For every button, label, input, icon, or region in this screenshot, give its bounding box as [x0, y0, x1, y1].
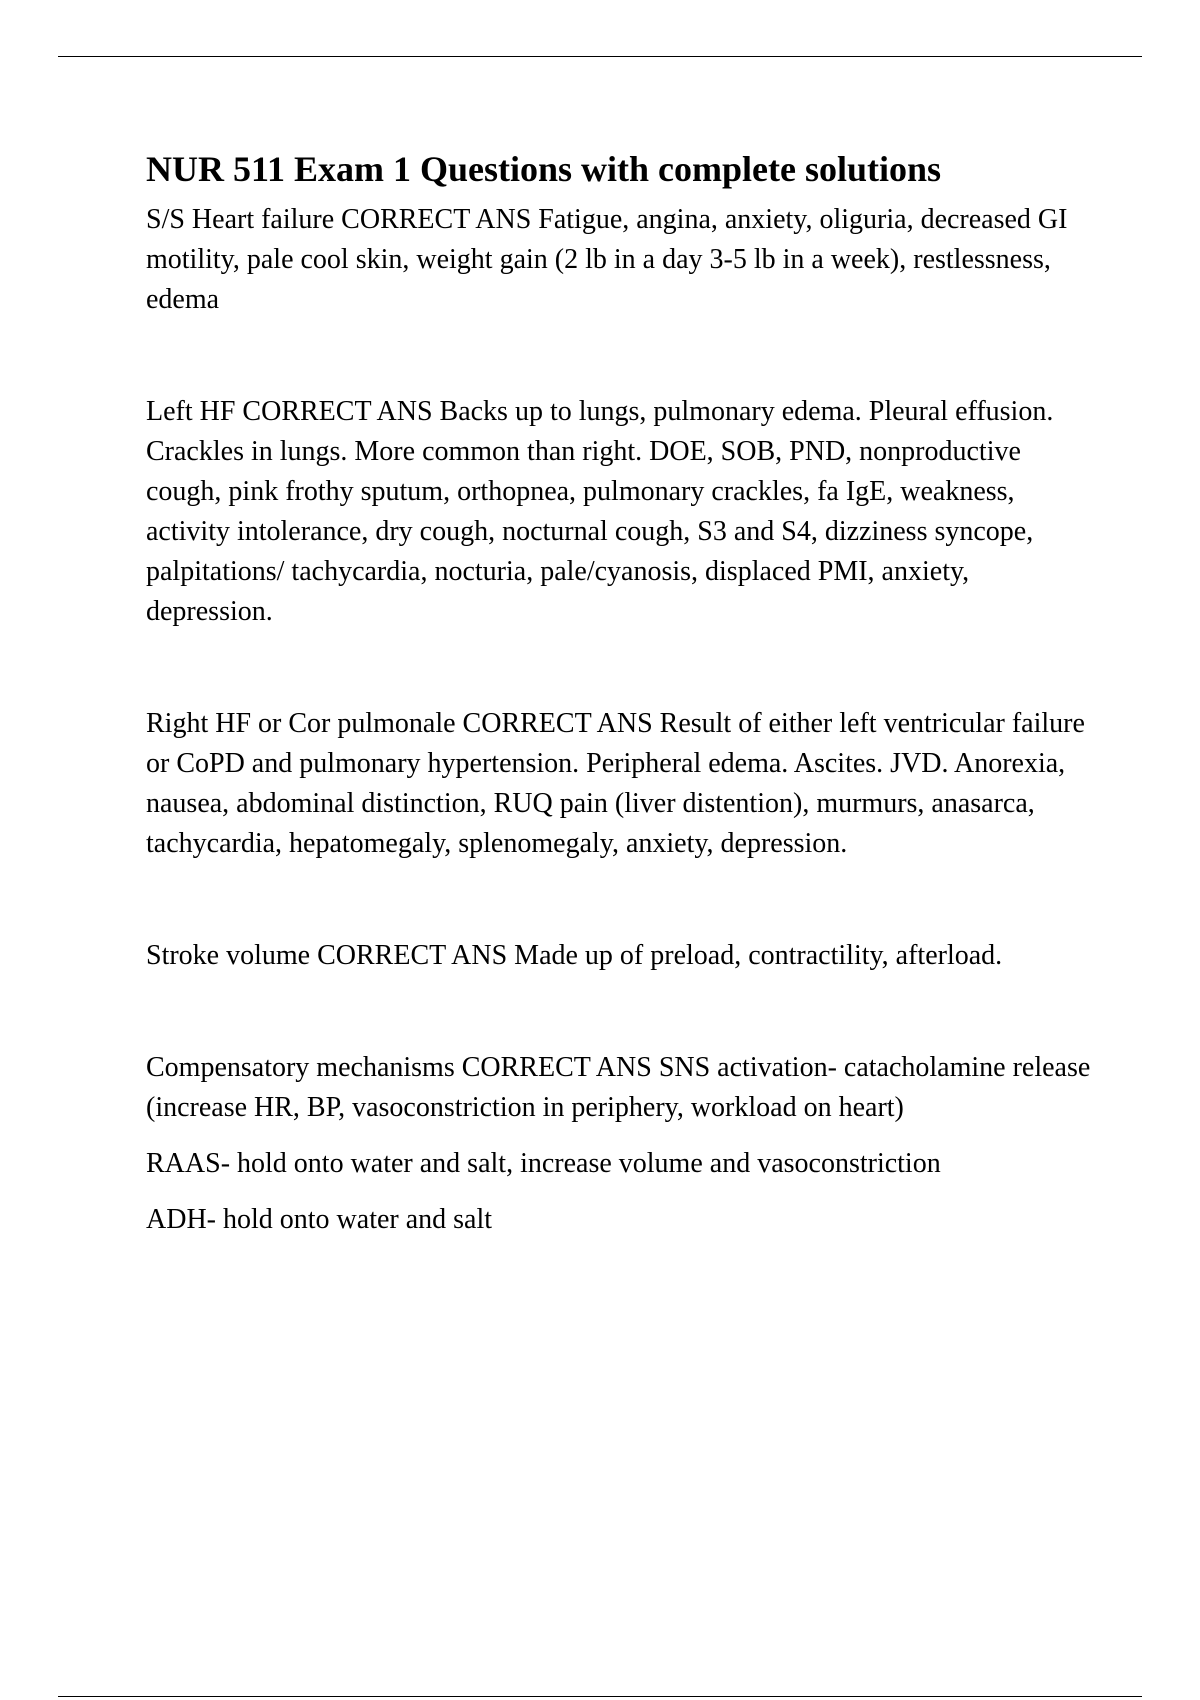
footer-rule	[58, 1696, 1142, 1697]
header-rule	[58, 56, 1142, 57]
qa-entry-right-hf	[146, 704, 1096, 864]
qa-continuation-raas: RAAS- hold onto water and salt, increase volume and vasoconstriction	[146, 1148, 941, 1179]
qa-entry-text: S/S Heart failure CORRECT ANS Fatigue, angina, anxiety, oliguria, decreased GI motility, pale cool skin, weight gain (2 lb in a day 3-5 lb in a week), restlessness, edema	[146, 204, 1068, 315]
qa-continuation-adh: ADH- hold onto water and salt	[146, 1204, 493, 1235]
qa-entry-compensatory	[146, 1048, 1096, 1240]
document-body	[146, 146, 1096, 1240]
qa-entry-left-hf	[146, 392, 1096, 632]
document-title: NUR 511 Exam 1 Questions with complete solutions	[146, 149, 942, 189]
qa-entry-text: Left HF CORRECT ANS Backs up to lungs, pulmonary edema. Pleural effusion. Crackles in lungs. More common than right. DOE, SOB, PND, nonproductive cough, pink frothy sputum, orthopnea, pulmonary crackles, fa IgE, weakness, activity intolerance, dry cough, nocturnal cough, S3 and S4, dizziness syncope, palpitations/ tachycardia, nocturia, pale/cyanosis, displaced PMI, anxiety, depression.	[146, 396, 1054, 627]
qa-entry-text: Stroke volume CORRECT ANS Made up of preload, contractility, afterload.	[146, 940, 1003, 971]
qa-entry-stroke-volume	[146, 936, 1096, 976]
qa-entry-text: Right HF or Cor pulmonale CORRECT ANS Result of either left ventricular failure or CoPD and pulmonary hypertension. Peripheral edema. Ascites. JVD. Anorexia, nausea, abdominal distinction, RUQ pain (liver distention), murmurs, anasarca, tachycardia, hepatomegaly, splenomegaly, anxiety, depression.	[146, 708, 1085, 859]
qa-entry-text: Compensatory mechanisms CORRECT ANS SNS activation- catacholamine release (increase HR, BP, vasoconstriction in periphery, workload on heart)	[146, 1052, 1091, 1123]
qa-entry-heart-failure	[146, 200, 1096, 320]
